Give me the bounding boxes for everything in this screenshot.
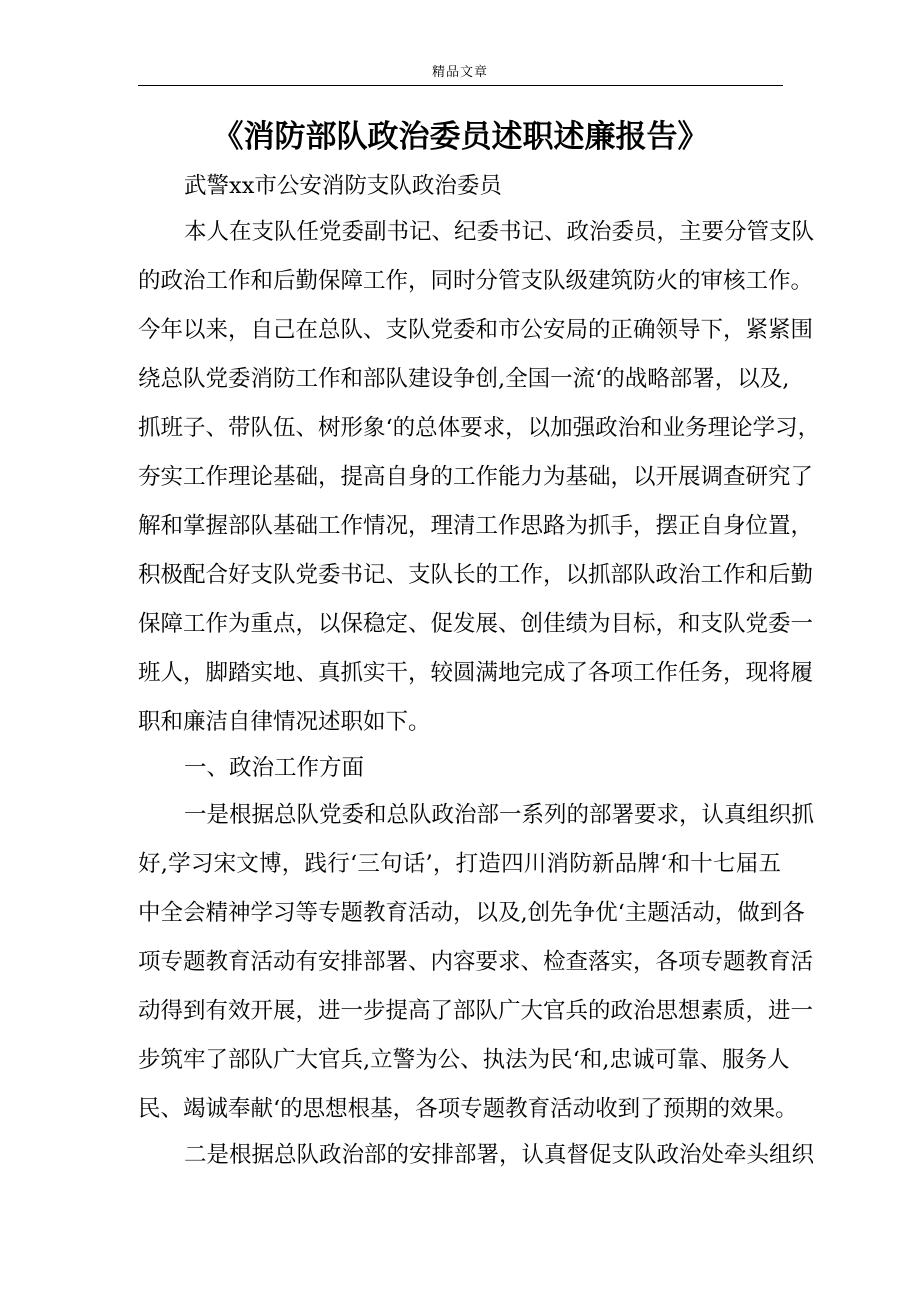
document-title: 《消防部队政治委员述职述廉报告》: [212, 119, 709, 155]
header-divider: [138, 85, 783, 86]
text-line: 抓班子、带队伍、树形象‘的总体要求，以加强政治和业务理论学习，: [138, 415, 821, 441]
text-line: 民、竭诚奉献‘的思想根基，各项专题教育活动收到了预期的效果。: [138, 1096, 798, 1122]
text-line: 夯实工作理论基础，提高自身的工作能力为基础，以开展调查研究了: [138, 464, 814, 490]
text-line: 中全会精神学习等专题教育活动，以及,创先争优‘主题活动，做到各: [138, 900, 805, 926]
text-line: 职和廉洁自律情况述职如下。: [138, 709, 431, 735]
text-line: 今年以来，自己在总队、支队党委和市公安局的正确领导下，紧紧围: [138, 317, 814, 343]
text-line: 动得到有效开展，进一步提高了部队广大官兵的政治思想素质，进一: [138, 998, 814, 1024]
text-line: 绕总队党委消防工作和部队建设争创,全国一流‘的战略部署，以及,: [138, 366, 790, 392]
text-line: 本人在支队任党委副书记、纪委书记、政治委员，主要分管支队: [184, 219, 815, 245]
author-line: 武警xx市公安消防支队政治委员: [184, 173, 502, 199]
text-line: 解和掌握部队基础工作情况，理清工作思路为抓手，摆正自身位置，: [138, 513, 814, 539]
text-line: 步筑牢了部队广大官兵,立警为公、执法为民‘和,忠诚可靠、服务人: [138, 1047, 790, 1073]
text-line: 好,学习宋文博，践行‘三句话’，打造四川消防新品牌‘和十七届五: [138, 851, 781, 877]
text-line: 一是根据总队党委和总队政治部一系列的部署要求，认真组织抓: [184, 802, 815, 828]
text-line: 的政治工作和后勤保障工作，同时分管支队级建筑防火的审核工作。: [138, 268, 814, 294]
text-line: 班人，脚踏实地、真抓实干，较圆满地完成了各项工作任务，现将履: [138, 660, 814, 686]
text-line: 项专题教育活动有安排部署、内容要求、检查落实，各项专题教育活: [138, 949, 814, 975]
text-line: 二是根据总队政治部的安排部署，认真督促支队政治处牵头组织: [184, 1142, 815, 1168]
section-heading: 一、政治工作方面: [184, 755, 365, 781]
text-line: 积极配合好支队党委书记、支队长的工作，以抓部队政治工作和后勤: [138, 562, 814, 588]
text-line: 保障工作为重点，以保稳定、促发展、创佳绩为目标，和支队党委一: [138, 611, 814, 637]
page-header-label: 精品文章: [431, 65, 488, 80]
